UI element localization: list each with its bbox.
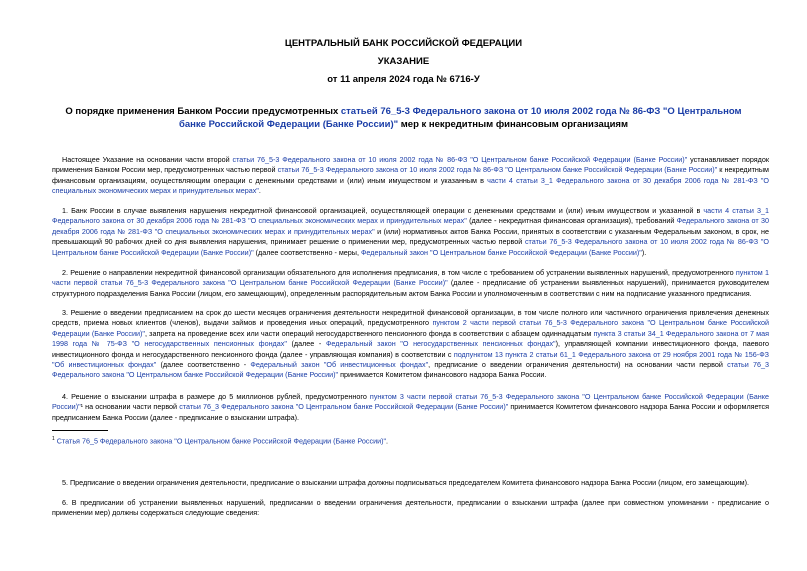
p3-text-3: (далее - (286, 339, 326, 349)
p6-text: 6. В предписании об устранении выявленных нарушений, предписании о введении ограничения деятельности, предписании о взыскании штрафа (далее при совместном упоминании - предписание о применении мер) должны содержаться следующие сведения: (52, 498, 769, 518)
paragraph-3 (52, 308, 769, 381)
p3-text-6: , предписание о введении ограничения деятельности) на основании части первой (428, 360, 728, 370)
p3-link-2[interactable]: пункта 3 статьи 34_1 Федерального закона от 7 мая 1998 года № 75-ФЗ "О негосударственных пенсионных фондах" (52, 328, 769, 349)
intro-link-2[interactable]: статьи 76_5-3 Федерального закона от 10 июля 2002 года № 86-ФЗ "О Центральном банке Российской Федерации (Банке России)" (277, 165, 718, 175)
doc-type-heading: УКАЗАНИЕ (377, 56, 430, 67)
p1-link-1[interactable]: части 4 статьи 3_1 Федерального закона от 30 декабря 2006 года № 281-ФЗ "О специальных экономических мерах и принудительных мерах" (52, 206, 769, 226)
footnote-mark: 1 (52, 436, 55, 442)
p1-text-1: 1. Банк России в случае выявления нарушения некредитной финансовой организацией, осуществляющей операции с денежными средствами и (или) иным имуществом и указанной в (62, 206, 704, 215)
p3-text-5: (далее соответственно - (156, 360, 251, 370)
intro-link-1[interactable]: статьи 76_5-3 Федерального закона от 10 июля 2002 года № 86-ФЗ "О Центральном банке Российской Федерации (Банке России)" (232, 155, 688, 164)
intro-text-3: к некредитным финансовым организациям, осуществляющим операции с денежными средствами и (или) иным имуществом и указанным в (52, 165, 769, 185)
p3-text-4: ), управляющей компании инвестиционного фонда, паевого инвестиционного фонда и негосударственного пенсионного фонда (далее - управляющая компания) в соответствии с (52, 339, 769, 359)
p1-text-3: и (или) нормативных актов Банка России, принятых в соответствии с указанным Федеральным законом, в срок, не превышающий 90 рабочих дней со дня выявления нарушения, принимает решение о применении мер, предусмотренных частью первой (52, 226, 769, 247)
p4-text-3: принимается Комитетом финансового надзора Банка России и оформляется предписанием Банка России (далее - предписание о взыскании штрафа). (52, 402, 769, 422)
intro-text-1: Настоящее Указание на основании части второй (62, 155, 233, 164)
p4-link-2[interactable]: статьи 76_3 Федерального закона "О Центральном банке Российской Федерации (Банке России)" (179, 402, 509, 412)
title-text-a: О порядке применения Банком России предусмотренных (65, 106, 341, 117)
p3-link-5[interactable]: Федеральный закон "Об инвестиционных фондах" (250, 360, 429, 370)
title-law-link[interactable]: статьей 76_5-3 Федерального закона от 10 июля 2002 года № 86-ФЗ "О Центральном банке Российской Федерации (Банке России)" (179, 106, 742, 130)
p5-text: 5. Предписание о введении ограничения деятельности, предписание о взыскании штрафа должны подписываться председателем Комитета финансового надзора Банка России (лицом, его замещающим). (62, 478, 749, 487)
footnote-link[interactable]: Статья 76_5 Федерального закона "О Центральном банке Российской Федерации (Банке России)" (56, 436, 387, 446)
p4-link-1[interactable]: пунктом 3 части первой статьи 76_5-3 Федерального закона "О Центральном банке Российской Федерации (Банке России)" (52, 392, 769, 412)
p1-text-5: ). (641, 247, 647, 257)
p1-text-2: (далее - некредитная финансовая организация), требований (466, 216, 677, 226)
p2-text-2: (далее - предписание об устранении выявленных нарушений), принимается руководителем структурного подразделения Банка России (лицом, его замещающим), определенным распорядительным актом Банка России и уполномоченным в соответствии с ним на подписание указанного предписания. (52, 278, 769, 298)
paragraph-5 (52, 478, 769, 488)
p3-text-7: принимается Комитетом финансового надзора Банка России. (338, 370, 547, 380)
p3-link-4[interactable]: подпунктом 13 пункта 2 статьи 61_1 Федерального закона от 29 ноября 2001 года № 156-ФЗ "Об инвестиционных фондах" (52, 349, 769, 370)
doc-title (52, 105, 755, 131)
p4-text-2: ¹ на основании части первой (80, 402, 180, 412)
p1-text-4: (далее соответственно - меры, (253, 247, 361, 257)
footnote (52, 434, 388, 446)
p3-link-6[interactable]: статьи 76_3 Федерального закона "О Центральном банке Российской Федерации (Банке России)" (52, 360, 769, 380)
paragraph-4 (52, 392, 769, 423)
intro-link-3[interactable]: части 4 статьи 3_1 Федерального закона от 30 декабря 2006 года № 281-ФЗ "О специальных экономических мерах и принудительных мерах" (52, 175, 769, 196)
paragraph-1 (52, 206, 769, 258)
p2-text-1: 2. Решение о направлении некредитной финансовой организации обязательного для исполнения предписания, в том числе с требованием об устранении выявленных нарушений, предусмотренного (62, 268, 736, 277)
p3-link-3[interactable]: Федеральный закон "О негосударственных пенсионных фондах" (325, 339, 556, 349)
doc-date-heading: от 11 апреля 2024 года № 6716-У (327, 74, 480, 85)
p3-text-1: 3. Решение о введении предписанием на срок до шести месяцев ограничения деятельности некредитной финансовой организации, в том числе полного или частичного ограничения привлечения денежных средств, приема новых клиентов (членов), выдачи займов и проведения иных операций, предусмотренного (52, 308, 769, 328)
p1-link-2[interactable]: Федерального закона от 30 декабря 2006 года № 281-ФЗ "О специальных экономических мерах и принудительных мерах" (52, 216, 769, 236)
p2-link-1[interactable]: пунктом 1 части первой статьи 76_5-3 Федерального закона "О Центральном банке Российской Федерации (Банке России)" (52, 268, 769, 288)
intro-paragraph (52, 155, 769, 197)
intro-text-2: устанавливает порядок применения Банком России мер, предусмотренных частью первой (52, 155, 769, 175)
p1-link-3[interactable]: статьи 76_5-3 Федерального закона от 10 июля 2002 года № 86-ФЗ "О Центральном банке Российской Федерации (Банке России)" (52, 237, 769, 257)
paragraph-6 (52, 498, 769, 519)
footnote-divider (52, 430, 108, 431)
p3-link-1[interactable]: пунктом 2 части первой статьи 76_5-3 Федерального закона "О Центральном банке Российской Федерации (Банке России)" (52, 318, 769, 338)
p4-text-1: 4. Решение о взыскании штрафа в размере до 5 миллионов рублей, предусмотренного (62, 392, 370, 401)
intro-text-4: . (258, 186, 261, 196)
p1-link-4[interactable]: Федеральный закон "О Центральном банке Российской Федерации (Банке России)" (360, 247, 642, 257)
paragraph-2 (52, 268, 769, 299)
org-heading: ЦЕНТРАЛЬНЫЙ БАНК РОССИЙСКОЙ ФЕДЕРАЦИИ (284, 38, 523, 49)
p3-text-2: , запрета на проведение всех или части операций негосударственного пенсионного фонда в соответствии с абзацем одиннадцатым (144, 328, 594, 338)
footnote-tail: . (386, 436, 389, 446)
title-text-b: мер к некредитным финансовым организациям (398, 119, 628, 130)
